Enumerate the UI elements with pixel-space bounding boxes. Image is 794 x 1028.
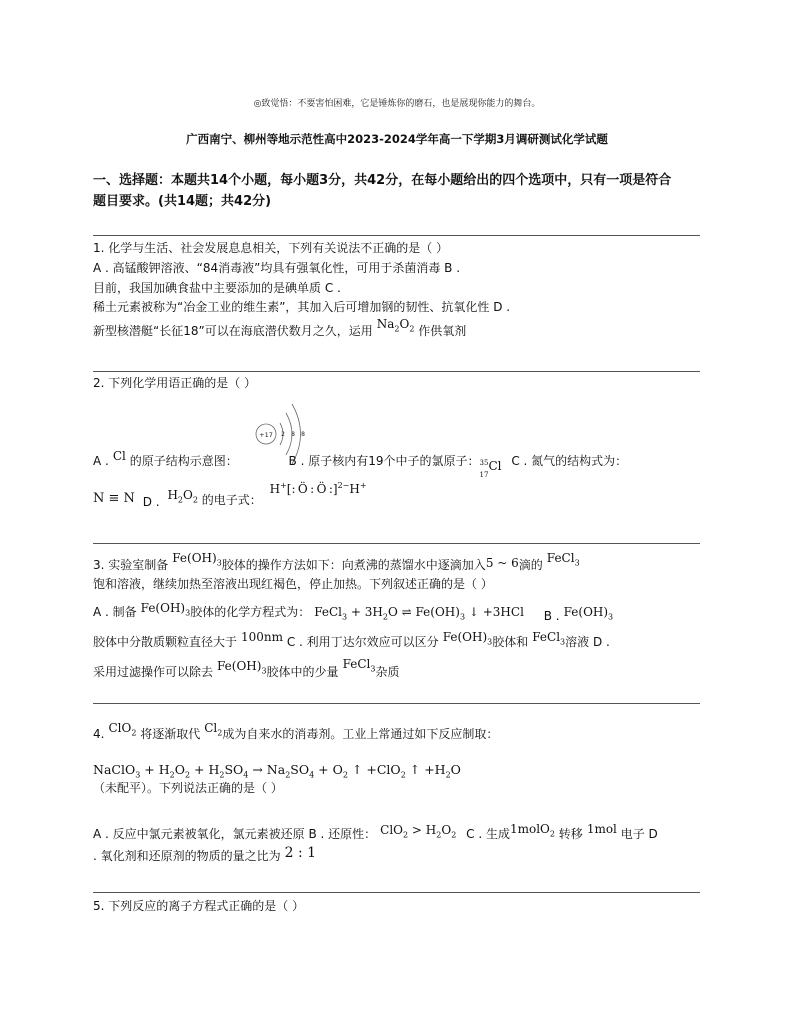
reducibility-relation: $ClO_2 > H_2O_2$ [380,823,457,840]
page-title: 广西南宁、柳州等地示范性高中2023-2024学年高一下学期3月调研测试化学试题 [186,132,608,146]
formula-feoh3: $Fe(OH)_3$ [140,601,191,618]
formula-feoh3: $Fe(OH)_3$ [563,605,614,622]
shell-2-count: 8 [291,431,295,438]
formula-fecl3: FeCl$_3$ [342,657,376,674]
question-1-option-b: 目前，我国加碘食盐中主要添加的是碘单质 C . [93,281,341,295]
formula-h2o2: $H_2O_2$ [167,488,198,505]
question-3-stem-line1: 3. 实验室制备 $Fe(OH)_3$胶体的操作方法如下：向煮沸的蒸馏水中逐滴加入5 ~ 6滴的 FeCl$_3$ [93,551,580,572]
question-5-stem: 5. 下列反应的离子方程式正确的是（ ） [93,899,305,913]
particle-size: 100nm [241,630,284,644]
amount-1mol: 1mol [586,822,617,836]
motto: ◎致觉悟：不要害怕困难，它是锤炼你的磨石，也是展现你能力的舞台。 [253,99,541,109]
question-4-note: （未配平）。下列说法正确的是（ ） [93,781,283,795]
h2o2-electron-dot-formula: H+[: Ö : Ö :]$^{2-}$H+ [269,481,367,496]
question-3-options-ab: A . 制备 $Fe(OH)_3$胶体的化学方程式为： FeCl$_3$ + $3H_2O$ ⇌ $Fe(OH)_3$ ↓ +3HCl B . $Fe(OH)_3$ [93,601,614,623]
formula-cl: Cl [112,449,126,463]
question-2-option-d: N ≡ N D . $H_2O_2$ 的电子式： H+[: Ö : Ö :]$^{2-}$H+ [93,481,367,509]
question-2-options-abc: A . Cl 的原子结构示意图： B . 原子核内有19个中子的氯原子： 35 17 Cl C . 氮气的结构式为： [93,449,628,479]
divider [93,235,700,236]
formula-fecl3: FeCl$_3$ [532,630,566,647]
question-3-options-bcd: 胶体中分散质颗粒直径大于 100nm C . 利用丁达尔效应可以区分 $Fe(OH)_3$胶体和 FeCl$_3$溶液 D . [93,630,610,649]
divider [93,543,700,544]
question-4-stem: 4. ClO$_2$ 将逐渐取代 $Cl_2$成为自来水的消毒剂。工业上常通过如下反应制取： [93,721,499,741]
section-heading: 一、选择题：本题共14个小题，每小题3分，共42分，在每小题给出的四个选项中，只有一项是符合 题目要求。(共14题；共42分) [93,173,672,209]
preparation-equation: FeCl$_3$ + $3H_2O$ ⇌ $Fe(OH)_3$ ↓ +3HCl [314,605,524,622]
n2-structural-formula: N ≡ N [93,491,135,506]
formula-clo2: ClO$_2$ [108,721,137,738]
question-4-option-d: . 氧化剂和还原剂的物质的量之比为 2 : 1 [93,845,317,863]
formula-feoh3: $Fe(OH)_3$ [172,551,222,568]
question-1-stem: 1. 化学与生活、社会发展息息相关，下列有关说法不正确的是（ ） [93,241,449,255]
amount-1mol-o2: 1molO$_2$ [509,822,555,839]
formula-feoh3: $Fe(OH)_3$ [442,630,493,647]
question-3-option-d: 采用过滤操作可以除去 $Fe(OH)_3$胶体中的少量FeCl$_3$杂质 [93,657,400,679]
formula-fecl3: FeCl$_3$ [546,551,580,568]
shell-3-count: 8 [301,431,305,438]
question-3-stem-line2: 饱和溶液，继续加热至溶液出现红褐色，停止加热。下列叙述正确的是（ ） [93,577,493,591]
shell-1-count: 2 [281,431,285,438]
formula-feoh3: $Fe(OH)_3$ [217,659,267,676]
formula-cl2: $Cl_2$ [204,721,223,738]
divider [93,892,700,893]
question-2-stem: 2. 下列化学用语正确的是（ ） [93,376,257,390]
nucleus-charge: +17 [259,431,273,439]
ratio-value: 2 : 1 [284,845,317,861]
question-1-option-a: A . 高锰酸钾溶液、“84消毒液”均具有强氧化性，可用于杀菌消毒 B . [93,261,461,275]
divider [93,371,700,372]
question-1-option-c: 稀土元素被称为“冶金工业的维生素”，其加入后可增加钢的韧性、抗氧化性 D . [93,300,511,314]
formula-na2o2: $Na_2O_2$ [376,317,415,334]
question-4-options-abc: A . 反应中氯元素被氧化，氯元素被还原 B . 还原性： $ClO_2 > H_2O_2$ C . 生成1molO$_2$ 转移 1mol 电子 D [93,822,658,841]
reaction-equation: NaClO$_3$ + $H_2O_2 + H_2SO_4 \to Na_2SO_4 + O_2$ ↑ +ClO$_2$ ↑ $+H_2O$ [93,762,461,780]
divider [93,703,700,704]
question-1-option-d: 新型核潜艇“长征18”可以在海底潜伏数月之久，运用 $Na_2O_2$ 作供氧剂 [93,317,467,338]
